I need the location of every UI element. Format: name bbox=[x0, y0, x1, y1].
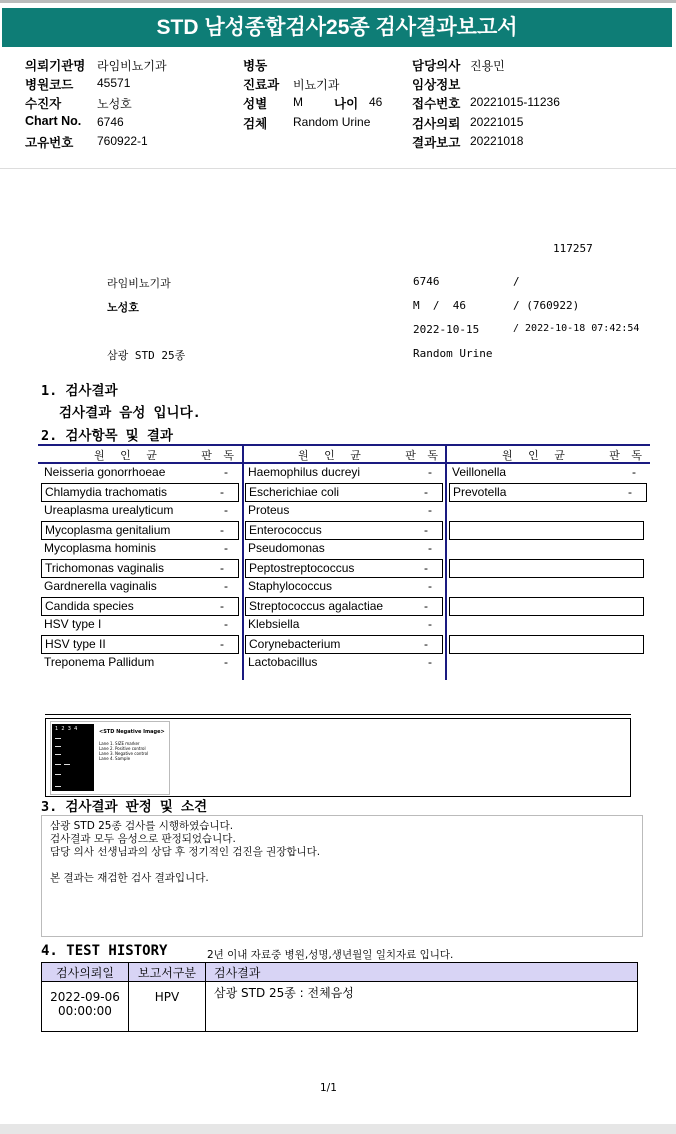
opinion-line: 본 결과는 재검한 검사 결과입니다. bbox=[50, 872, 209, 884]
pathogen-name: Veillonella bbox=[452, 465, 507, 479]
section4-title: 4. TEST HISTORY bbox=[41, 943, 168, 959]
info-value: 20221018 bbox=[470, 134, 524, 148]
pathogen-name: Prevotella bbox=[453, 485, 507, 499]
table-header bbox=[38, 446, 242, 464]
opinion-line: 담당 의사 선생님과의 상담 후 정기적인 검진을 권장합니다. bbox=[50, 846, 321, 858]
pathogen-result: - bbox=[224, 541, 228, 555]
pathogen-result: - bbox=[424, 599, 428, 613]
history-header-result: 검사결과 bbox=[206, 963, 638, 982]
header-result: 판 독 bbox=[405, 449, 442, 462]
page-number: 1/1 bbox=[320, 1082, 337, 1094]
table-row bbox=[446, 464, 650, 483]
info-value: 760922-1 bbox=[97, 134, 148, 148]
header-result: 판 독 bbox=[201, 449, 238, 462]
divider bbox=[0, 168, 676, 169]
pathogen-result: - bbox=[224, 579, 228, 593]
pathogen-name: Neisseria gonorrhoeae bbox=[44, 465, 166, 479]
summary-date-reported: / 2022-10-18 07:42:54 bbox=[513, 323, 640, 334]
pathogen-result: - bbox=[224, 655, 228, 669]
results-column bbox=[446, 446, 650, 673]
history-note: 2년 이내 자료중 병원,성명,생년월일 일치자료 입니다. bbox=[207, 949, 454, 961]
gel-band bbox=[55, 746, 61, 747]
info-value: 노성호 bbox=[97, 97, 132, 111]
pathogen-result: - bbox=[220, 523, 224, 537]
pathogen-name: Treponema Pallidum bbox=[44, 655, 155, 669]
report-code: 117257 bbox=[553, 242, 593, 255]
column-divider bbox=[242, 446, 244, 680]
pathogen-result: - bbox=[428, 579, 432, 593]
pathogen-result: - bbox=[424, 485, 428, 499]
table-row bbox=[245, 483, 443, 502]
gel-band bbox=[55, 764, 61, 765]
info-value: M bbox=[293, 95, 303, 109]
table-row bbox=[242, 502, 446, 521]
pathogen-name: Corynebacterium bbox=[249, 637, 341, 651]
opinion-box bbox=[41, 815, 643, 937]
header-pathogen: 원 인 균 bbox=[298, 449, 367, 462]
section1-title: 1. 검사결과 bbox=[41, 383, 118, 399]
table-header bbox=[242, 446, 446, 464]
results-column bbox=[242, 446, 446, 673]
divider bbox=[45, 714, 631, 715]
table-row bbox=[446, 654, 650, 673]
info-value: 20221015-11236 bbox=[470, 95, 560, 109]
summary-test: 삼광 STD 25종 bbox=[107, 349, 186, 362]
table-row bbox=[42, 982, 638, 1032]
info-label: 진료과 bbox=[243, 78, 280, 92]
opinion-line: 검사결과 모두 음성으로 판정되었습니다. bbox=[50, 833, 236, 845]
table-row bbox=[449, 483, 647, 502]
summary-sex-age: M / 46 bbox=[413, 299, 466, 312]
pathogen-name: Chlamydia trachomatis bbox=[45, 485, 168, 499]
table-row bbox=[449, 559, 644, 578]
pathogen-name: HSV type I bbox=[44, 617, 102, 631]
summary-slash: / bbox=[513, 275, 520, 288]
table-row bbox=[242, 654, 446, 673]
table-row bbox=[41, 559, 239, 578]
pathogen-name: Enterococcus bbox=[249, 523, 322, 537]
table-row bbox=[242, 616, 446, 635]
pathogen-name: HSV type II bbox=[45, 637, 106, 651]
table-row bbox=[446, 540, 650, 559]
gel-legend-item: Lane 4. Sample bbox=[99, 756, 131, 761]
pathogen-result: - bbox=[632, 465, 636, 479]
summary-specimen: Random Urine bbox=[413, 347, 493, 360]
summary-date-received: 2022-10-15 bbox=[413, 323, 480, 336]
pathogen-result: - bbox=[424, 561, 428, 575]
pathogen-result: - bbox=[220, 637, 224, 651]
table-row bbox=[38, 502, 242, 521]
gel-band bbox=[64, 764, 70, 765]
table-row bbox=[38, 616, 242, 635]
top-border bbox=[0, 0, 676, 3]
pathogen-name: Escherichiae coli bbox=[249, 485, 340, 499]
info-label: 의뢰기관명 bbox=[25, 59, 86, 73]
report-title: STD 남성종합검사25종 검사결과보고서 bbox=[2, 8, 672, 47]
summary-name: 노성호 bbox=[107, 301, 139, 314]
header-pathogen: 원 인 균 bbox=[94, 449, 163, 462]
info-label: 결과보고 bbox=[412, 136, 461, 150]
info-value: 라임비뇨기과 bbox=[97, 59, 167, 73]
info-label: 고유번호 bbox=[25, 136, 74, 150]
pathogen-result: - bbox=[428, 541, 432, 555]
table-row bbox=[242, 578, 446, 597]
table-row bbox=[449, 635, 644, 654]
info-value: 비뇨기과 bbox=[293, 78, 340, 92]
pathogen-result: - bbox=[428, 465, 432, 479]
table-row bbox=[41, 483, 239, 502]
header-result: 판 독 bbox=[609, 449, 646, 462]
info-value: 20221015 bbox=[470, 115, 524, 129]
table-row bbox=[245, 635, 443, 654]
info-label: 검사의뢰 bbox=[412, 117, 461, 131]
table-row bbox=[446, 616, 650, 635]
column-divider bbox=[445, 446, 447, 680]
pathogen-name: Streptococcus agalactiae bbox=[249, 599, 384, 613]
pathogen-name: Gardnerella vaginalis bbox=[44, 579, 157, 593]
table-row bbox=[41, 635, 239, 654]
section1-text: 검사결과 음성 입니다. bbox=[59, 405, 201, 421]
table-row bbox=[38, 540, 242, 559]
history-type: HPV bbox=[129, 982, 206, 1032]
info-label: 성별 bbox=[243, 97, 268, 111]
pathogen-name: Mycoplasma genitalium bbox=[45, 523, 171, 537]
pathogen-name: Lactobacillus bbox=[248, 655, 318, 669]
info-label: 검체 bbox=[243, 117, 268, 131]
pathogen-result: - bbox=[424, 637, 428, 651]
gel-legend-item: Lane 2. Positive control bbox=[99, 746, 146, 751]
pathogen-name: Staphylococcus bbox=[248, 579, 333, 593]
summary-chart: 6746 bbox=[413, 275, 440, 288]
table-row bbox=[446, 502, 650, 521]
pathogen-name: Klebsiella bbox=[248, 617, 300, 631]
pathogen-result: - bbox=[220, 561, 224, 575]
info-label: 병동 bbox=[243, 59, 268, 73]
pathogen-result: - bbox=[428, 503, 432, 517]
info-value: 6746 bbox=[97, 115, 124, 129]
bottom-bar bbox=[0, 1124, 676, 1134]
header-pathogen: 원 인 균 bbox=[502, 449, 571, 462]
table-row bbox=[245, 597, 443, 616]
gel-band bbox=[55, 754, 61, 755]
history-date: 2022-09-06 bbox=[50, 990, 120, 1004]
gel-band bbox=[55, 786, 61, 787]
pathogen-result: - bbox=[220, 599, 224, 613]
pathogen-result: - bbox=[428, 617, 432, 631]
section2-title: 2. 검사항목 및 결과 bbox=[41, 428, 173, 444]
summary-clinic: 라임비뇨기과 bbox=[107, 277, 171, 290]
pathogen-name: Mycoplasma hominis bbox=[44, 541, 157, 555]
history-result: 삼광 STD 25종 : 전체음성 bbox=[206, 982, 638, 1032]
opinion-line bbox=[50, 859, 634, 872]
table-row bbox=[446, 578, 650, 597]
table-row bbox=[242, 464, 446, 483]
pathogen-name: Trichomonas vaginalis bbox=[45, 561, 164, 575]
summary-birth: / (760922) bbox=[513, 299, 580, 312]
table-header bbox=[446, 446, 650, 464]
gel-legend bbox=[99, 741, 148, 761]
gel-band bbox=[55, 774, 61, 775]
table-row bbox=[41, 521, 239, 540]
info-label: 수진자 bbox=[25, 97, 62, 111]
pathogen-result: - bbox=[224, 465, 228, 479]
table-row bbox=[38, 578, 242, 597]
info-label: 접수번호 bbox=[412, 97, 461, 111]
gel-legend-item: Lane 3. Negative control bbox=[99, 751, 149, 756]
history-header-date: 검사의뢰일 bbox=[42, 963, 129, 982]
history-header-type: 보고서구분 bbox=[129, 963, 206, 982]
info-label: 임상정보 bbox=[412, 78, 461, 92]
table-row bbox=[449, 521, 644, 540]
gel-lanes: 1 2 3 4 bbox=[55, 726, 78, 732]
results-column bbox=[38, 446, 242, 673]
table-row bbox=[38, 654, 242, 673]
pathogen-result: - bbox=[224, 617, 228, 631]
gel-legend-item: Lane 1. SIZE marker bbox=[99, 741, 140, 746]
info-value: 45571 bbox=[97, 76, 131, 90]
table-row bbox=[245, 521, 443, 540]
gel-photo bbox=[52, 724, 94, 791]
results-table bbox=[38, 444, 650, 669]
opinion-line: 삼광 STD 25종 검사를 시행하였습니다. bbox=[50, 820, 234, 832]
history-time: 00:00:00 bbox=[58, 1004, 112, 1018]
age-label: 나이 bbox=[334, 97, 359, 111]
section3-title: 3. 검사결과 판정 및 소견 bbox=[41, 799, 208, 815]
pathogen-name: Haemophilus ducreyi bbox=[248, 465, 361, 479]
pathogen-result: - bbox=[424, 523, 428, 537]
gel-title: <STD Negative Image> bbox=[99, 729, 165, 735]
info-value: 진용민 bbox=[470, 59, 505, 73]
pathogen-name: Ureaplasma urealyticum bbox=[44, 503, 174, 517]
table-row bbox=[242, 540, 446, 559]
pathogen-result: - bbox=[224, 503, 228, 517]
table-row bbox=[38, 464, 242, 483]
gel-band bbox=[55, 738, 61, 739]
history-table bbox=[41, 962, 638, 1032]
info-label: Chart No. bbox=[25, 114, 82, 128]
info-label: 담당의사 bbox=[412, 59, 461, 73]
age-value: 46 bbox=[369, 95, 383, 109]
table-row bbox=[245, 559, 443, 578]
table-row bbox=[41, 597, 239, 616]
pathogen-name: Proteus bbox=[248, 503, 290, 517]
pathogen-result: - bbox=[220, 485, 224, 499]
pathogen-result: - bbox=[628, 485, 632, 499]
table-row bbox=[449, 597, 644, 616]
pathogen-name: Pseudomonas bbox=[248, 541, 325, 555]
info-value: Random Urine bbox=[293, 115, 371, 129]
pathogen-name: Candida species bbox=[45, 599, 134, 613]
info-label: 병원코드 bbox=[25, 78, 74, 92]
pathogen-result: - bbox=[428, 655, 432, 669]
pathogen-name: Peptostreptococcus bbox=[249, 561, 355, 575]
